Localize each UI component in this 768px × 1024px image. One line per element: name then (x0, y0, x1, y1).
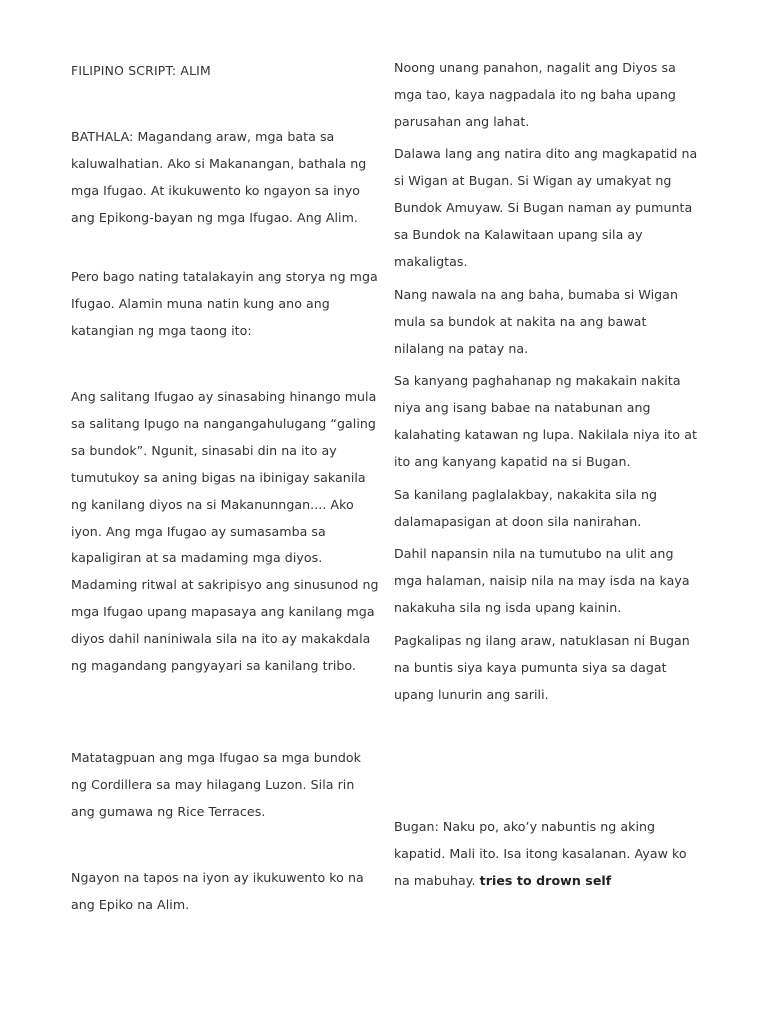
paragraph-finding-bugan: Sa kanyang paghahanap ng makakain nakita niya ang isang babae na natabunan ang kalahating katawan ng lupa. Nakilala niya ito at ito ang kanyang kapatid na si Bugan. (394, 373, 697, 469)
paragraph-bathala-intro: BATHALA: Magandang araw, mga bata sa kaluwalhatian. Ako si Makanangan, bathala ng mga Ifugao. At ikukuwento ko ngayon sa inyo ang Epikong-bayan ng mga Ifugao. Ang Alim. (71, 129, 367, 225)
paragraph-journey: Sa kanilang paglalakbay, nakakita sila ng dalamapasigan at doon sila nanirahan. (394, 487, 658, 529)
paragraph-bugan-dialogue (394, 814, 699, 895)
paragraph-fish: Dahil napansin nila na tumutubo na ulit ang mga halaman, naisip nila na may isda na kaya nakakuha sila ng isda upang kainin. (394, 546, 690, 615)
paragraph-ifugao-preface: Pero bago nating tatalakayin ang storya ng mga Ifugao. Alamin muna natin kung ano ang katangian ng mga taong ito: (71, 269, 378, 338)
paragraph-flood: Noong unang panahon, nagalit ang Diyos sa mga tao, kaya nagpadala ito ng baha upang parusahan ang lahat. (394, 60, 676, 129)
stage-direction: tries to drown self (479, 872, 612, 888)
paragraph-survivors: Dalawa lang ang natira dito ang magkapatid na si Wigan at Bugan. Si Wigan ay umakyat ng Bundok Amuyaw. Si Bugan naman ay pumunta sa Bundok na Kalawitaan upang sila ay makaligtas. (394, 146, 698, 269)
paragraph-ifugao-location: Matatagpuan ang mga Ifugao sa mga bundok ng Cordillera sa may hilagang Luzon. Sila rin ang gumawa ng Rice Terraces. (71, 750, 362, 819)
bugan-dialogue-text: Bugan: Naku po, ako’y nabuntis ng aking kapatid. Mali ito. Isa itong kasalanan. Ayaw ko na mabuhay. (394, 819, 687, 888)
paragraph-epic-start: Ngayon na tapos na iyon ay ikukuwento ko na ang Epiko na Alim. (71, 870, 364, 912)
paragraph-ifugao-meaning: Ang salitang Ifugao ay sinasabing hinango mula sa salitang Ipugo na nangangahulugang “galing sa bundok”. Ngunit, sinasabi din na ito ay tumutukoy sa aning bigas na ibinigay sakanila ng kanilang diyos na si Makanunngan.... Ako iyon. Ang mga Ifugao ay sumasamba sa kapaligiran at sa madaming mga diyos. Madaming ritwal at sakripisyo ang sinusunod ng mga Ifugao upang mapasaya ang kanilang mga diyos dahil naniniwala sila na ito ay makakdala ng magandang pangyayari sa kanilang tribo. (71, 389, 379, 674)
paragraph-wigan-descends: Nang nawala na ang baha, bumaba si Wigan mula sa bundok at nakita na ang bawat nilalang na patay na. (394, 287, 678, 356)
paragraph-bugan-pregnant: Pagkalipas ng ilang araw, natuklasan ni Bugan na buntis siya kaya pumunta siya sa dagat upang lunurin ang sarili. (394, 633, 690, 702)
document-title: FILIPINO SCRIPT: ALIM (71, 63, 211, 78)
